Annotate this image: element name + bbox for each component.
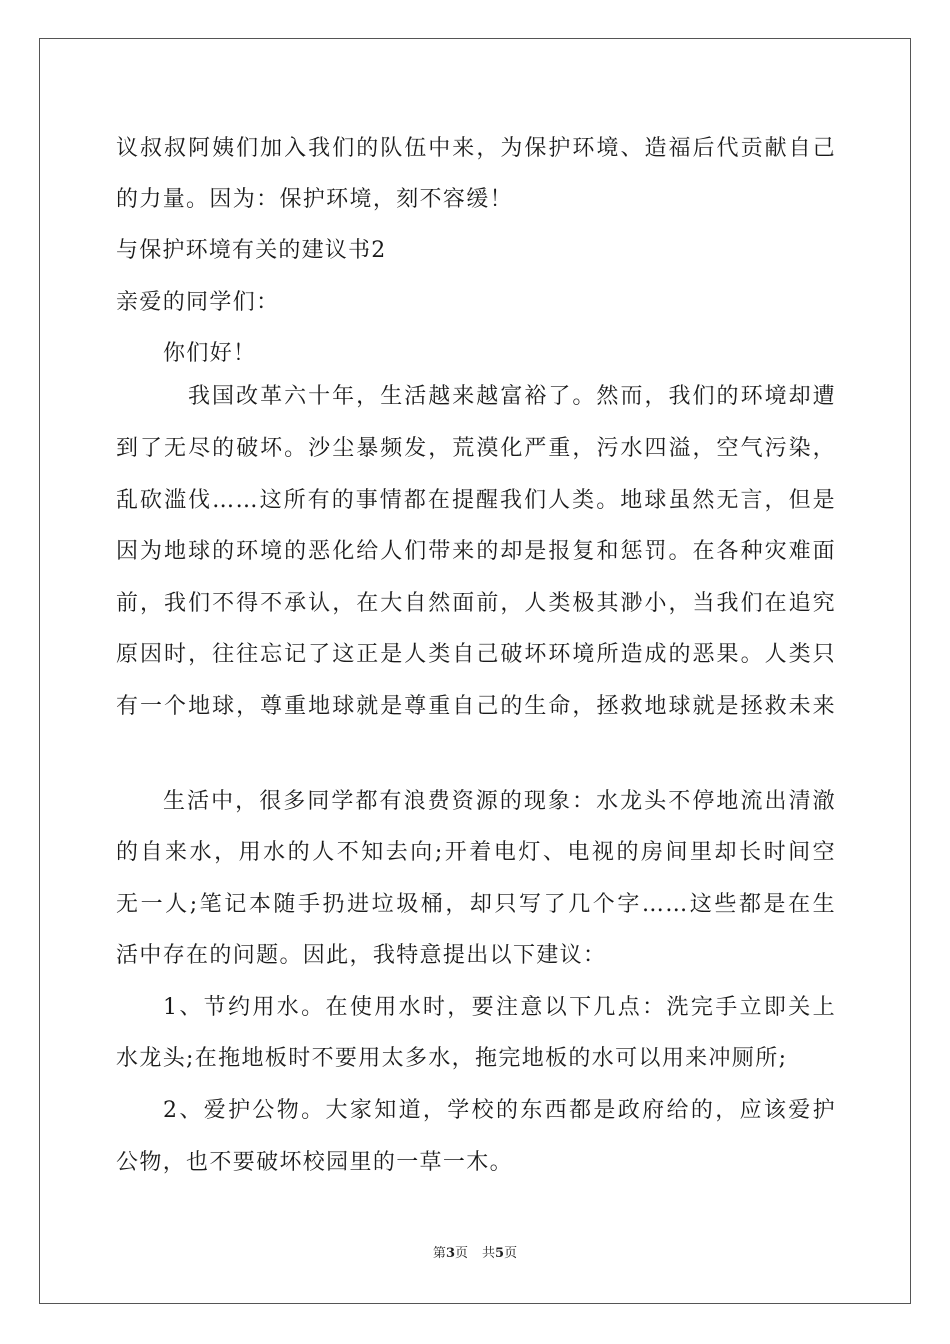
footer-page-prefix: 第 bbox=[432, 1246, 446, 1261]
list-item-1: 1、节约用水。在使用水时，要注意以下几点：洗完手立即关上 bbox=[163, 995, 836, 1020]
paragraph-line: 有一个地球，尊重地球就是尊重自己的生命，拯救地球就是拯救未来 bbox=[116, 694, 836, 719]
footer-page-unit: 页 bbox=[454, 1246, 468, 1261]
paragraph-line: 因为地球的环境的恶化给人们带来的却是报复和惩罚。在各种灾难面 bbox=[116, 539, 836, 564]
footer-total-unit: 页 bbox=[504, 1246, 518, 1261]
paragraph-line: 的自来水，用水的人不知去向;开着电灯、电视的房间里却长时间空 bbox=[116, 840, 836, 865]
paragraph-line: 前，我们不得不承认，在大自然面前，人类极其渺小，当我们在追究 bbox=[116, 591, 836, 616]
paragraph-line: 我国改革六十年，生活越来越富裕了。然而，我们的环境却遭 bbox=[188, 384, 836, 409]
salutation: 亲爱的同学们： bbox=[116, 290, 280, 315]
paragraph-line: 水龙头;在拖地板时不要用太多水，拖完地板的水可以用来冲厕所; bbox=[116, 1046, 788, 1071]
paragraph-line: 到了无尽的破坏。沙尘暴频发，荒漠化严重，污水四溢，空气污染， bbox=[116, 436, 836, 461]
paragraph-line: 议叔叔阿姨们加入我们的队伍中来，为保护环境、造福后代贡献自己 bbox=[116, 136, 836, 161]
paragraph-line: 乱砍滥伐……这所有的事情都在提醒我们人类。地球虽然无言，但是 bbox=[116, 488, 836, 513]
greeting: 你们好！ bbox=[163, 341, 257, 366]
paragraph-line: 活中存在的问题。因此，我特意提出以下建议： bbox=[116, 943, 607, 968]
footer-page-current: 3 bbox=[445, 1246, 455, 1261]
paragraph-line: 公物，也不要破坏校园里的一草一木。 bbox=[116, 1150, 513, 1175]
section-heading: 与保护环境有关的建议书2 bbox=[116, 238, 387, 263]
paragraph-line: 生活中，很多同学都有浪费资源的现象：水龙头不停地流出清澈 bbox=[163, 789, 836, 814]
footer-page-total: 5 bbox=[495, 1246, 505, 1261]
paragraph-line: 的力量。因为：保护环境，刻不容缓！ bbox=[116, 187, 513, 212]
page-footer bbox=[0, 1245, 950, 1263]
paragraph-line: 无一人;笔记本随手扔进垃圾桶，却只写了几个字……这些都是在生 bbox=[116, 892, 836, 917]
list-item-2: 2、爱护公物。大家知道，学校的东西都是政府给的，应该爱护 bbox=[163, 1098, 836, 1123]
paragraph-line: 原因时，往往忘记了这正是人类自己破坏环境所造成的恶果。人类只 bbox=[116, 642, 836, 667]
footer-total-prefix: 共 bbox=[482, 1246, 496, 1261]
